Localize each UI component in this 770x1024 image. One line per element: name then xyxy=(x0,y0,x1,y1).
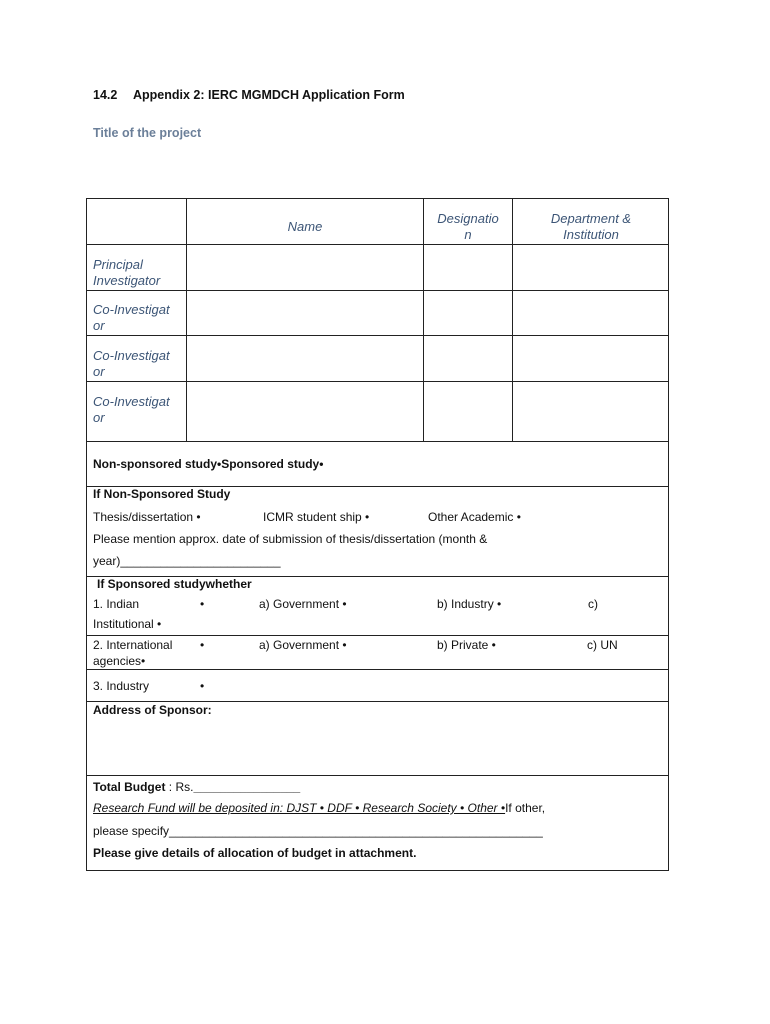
option-international-un[interactable]: c) UN xyxy=(587,638,618,652)
fund-deposit-line xyxy=(93,801,545,815)
header-name: Name xyxy=(287,219,323,234)
project-title-label: Title of the project xyxy=(93,126,202,140)
option-international: 2. International xyxy=(93,638,173,652)
non-sponsored-title: If Non-Sponsored Study xyxy=(93,487,231,501)
submission-date-label: Please mention approx. date of submission of thesis/dissertation (month & xyxy=(93,532,488,546)
row-label-co-investigator: Co-Investigat or xyxy=(93,394,170,425)
pi-name-field[interactable] xyxy=(188,246,422,289)
section-number: 14.2 xyxy=(93,88,118,102)
table-row-line xyxy=(86,381,669,382)
option-international-agencies[interactable]: agencies• xyxy=(93,654,146,668)
sponsored-title: If Sponsored studywhether xyxy=(97,577,252,591)
section-line xyxy=(86,701,669,702)
pi-designation-field[interactable] xyxy=(425,246,511,289)
bullet-international[interactable]: • xyxy=(200,638,205,652)
option-indian-institutional[interactable]: Institutional • xyxy=(93,617,162,631)
study-type-options[interactable]: Non-sponsored study•Sponsored study• xyxy=(93,457,324,471)
option-indian: 1. Indian xyxy=(93,597,140,611)
option-thesis[interactable]: Thesis/dissertation • xyxy=(93,510,201,524)
option-international-private[interactable]: b) Private • xyxy=(437,638,496,652)
address-of-sponsor-field[interactable] xyxy=(93,722,663,770)
section-line xyxy=(86,669,669,670)
table-row-line xyxy=(86,335,669,336)
option-international-government[interactable]: a) Government • xyxy=(259,638,347,652)
option-other-academic[interactable]: Other Academic • xyxy=(428,510,521,524)
address-of-sponsor-label: Address of Sponsor: xyxy=(93,703,212,717)
page-heading xyxy=(93,88,405,102)
budget-details-note: Please give details of allocation of budget in attachment. xyxy=(93,846,417,860)
option-indian-government[interactable]: a) Government • xyxy=(259,597,347,611)
header-department: Department & Institution xyxy=(550,211,632,242)
option-icmr[interactable]: ICMR student ship • xyxy=(263,510,370,524)
section-line xyxy=(86,635,669,636)
row-label-co-investigator: Co-Investigat or xyxy=(93,302,170,333)
table-row-line xyxy=(86,244,669,245)
submission-date-field[interactable]: year)________________________ xyxy=(93,554,281,568)
bullet-indian[interactable]: • xyxy=(200,597,205,611)
fund-if-other: If other, xyxy=(505,801,546,815)
total-budget-line xyxy=(93,780,300,794)
option-industry: 3. Industry xyxy=(93,679,150,693)
fund-specify-field[interactable]: please specify________________________________________________________ xyxy=(93,824,543,838)
total-budget-field[interactable]: ________________ xyxy=(193,780,301,794)
total-budget-currency: : Rs. xyxy=(165,780,194,794)
section-line xyxy=(86,775,669,776)
pi-department-field[interactable] xyxy=(514,246,668,289)
header-designation: Designatio n xyxy=(437,211,499,242)
section-title: Appendix 2: IERC MGMDCH Application Form xyxy=(133,88,405,102)
row-label-principal-investigator: Principal Investigator xyxy=(93,257,161,288)
bullet-industry[interactable]: • xyxy=(200,679,205,693)
total-budget-label: Total Budget xyxy=(93,780,166,794)
option-indian-c[interactable]: c) xyxy=(588,597,598,611)
table-row-line xyxy=(86,290,669,291)
fund-deposit-options[interactable]: Research Fund will be deposited in: DJST • DDF • Research Society • Other • xyxy=(93,801,506,815)
row-label-co-investigator: Co-Investigat or xyxy=(93,348,170,379)
option-indian-industry[interactable]: b) Industry • xyxy=(437,597,502,611)
